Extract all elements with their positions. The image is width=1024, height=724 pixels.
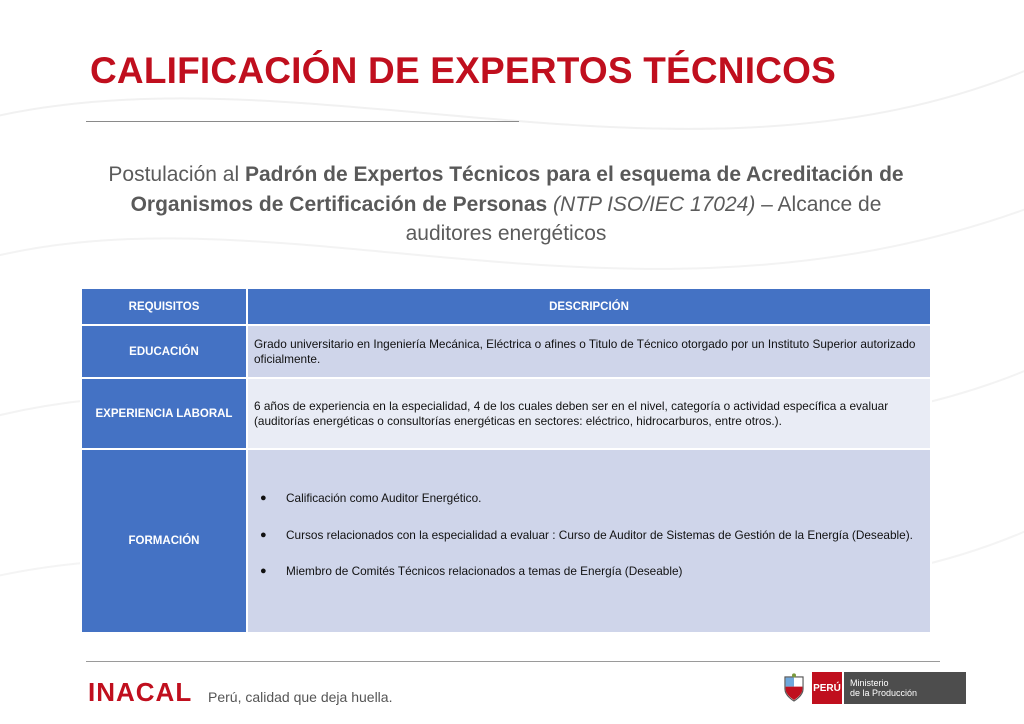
row-label-experiencia: EXPERIENCIA LABORAL	[81, 378, 247, 449]
list-item-text: Calificación como Auditor Energético.	[286, 491, 482, 506]
row-desc-educacion: Grado universitario en Ingeniería Mecánica, Eléctrica o afines o Titulo de Técnico otorgado por un Instituto Superior autorizado oficialmente.	[247, 325, 931, 378]
row-label-educacion: EDUCACIÓN	[81, 325, 247, 378]
footer-divider	[86, 661, 940, 662]
bullet-icon: ●	[260, 528, 267, 541]
formacion-list	[254, 491, 922, 579]
subtitle-part4: – Alcance de auditores energéticos	[405, 192, 882, 245]
ministry-badge	[842, 672, 966, 704]
list-item-text: Cursos relacionados con la especialidad a evaluar : Curso de Auditor de Sistemas de Gestión de la Energía (Deseable).	[286, 527, 913, 542]
page-title: CALIFICACIÓN DE EXPERTOS TÉCNICOS	[90, 50, 836, 91]
requirements-table	[80, 287, 932, 634]
table-row	[81, 378, 931, 449]
list-item	[254, 564, 922, 579]
bullet-icon: ●	[260, 565, 267, 578]
row-desc-formacion	[247, 449, 931, 633]
header-requisitos: REQUISITOS	[81, 288, 247, 325]
ministry-line2: de la Producción	[850, 688, 918, 698]
table-row	[81, 449, 931, 633]
subtitle-italic: (NTP ISO/IEC 17024)	[547, 192, 756, 216]
inacal-logo: INACAL	[88, 677, 193, 707]
row-desc-experiencia: 6 años de experiencia en la especialidad, 4 de los cuales deben ser en el nivel, categoría o actividad específica a evaluar (auditorías energéticas o consultorías energéticas en sectores: eléctrico, hidrocarburos, entre otros.).	[247, 378, 931, 449]
header-descripcion: DESCRIPCIÓN	[247, 288, 931, 325]
row-label-formacion: FORMACIÓN	[81, 449, 247, 633]
peru-shield-icon	[782, 673, 806, 703]
list-item	[254, 528, 922, 543]
list-item-text: Miembro de Comités Técnicos relacionados a temas de Energía (Deseable)	[286, 564, 683, 579]
government-brand	[782, 672, 966, 704]
footer-slogan: Perú, calidad que deja huella.	[208, 689, 393, 705]
peru-badge: PERÚ	[812, 672, 842, 704]
bullet-icon: ●	[260, 492, 267, 505]
table-header-row	[81, 288, 931, 325]
subtitle-bold: Padrón de Expertos Técnicos para el esquema de Acreditación de Organismos de Certificación de Personas	[130, 163, 904, 216]
ministry-line1: Ministerio	[850, 678, 889, 688]
subtitle-part1: Postulación al	[108, 163, 245, 186]
subtitle	[96, 160, 916, 249]
title-divider	[86, 121, 519, 122]
list-item	[254, 491, 922, 506]
table-row	[81, 325, 931, 378]
